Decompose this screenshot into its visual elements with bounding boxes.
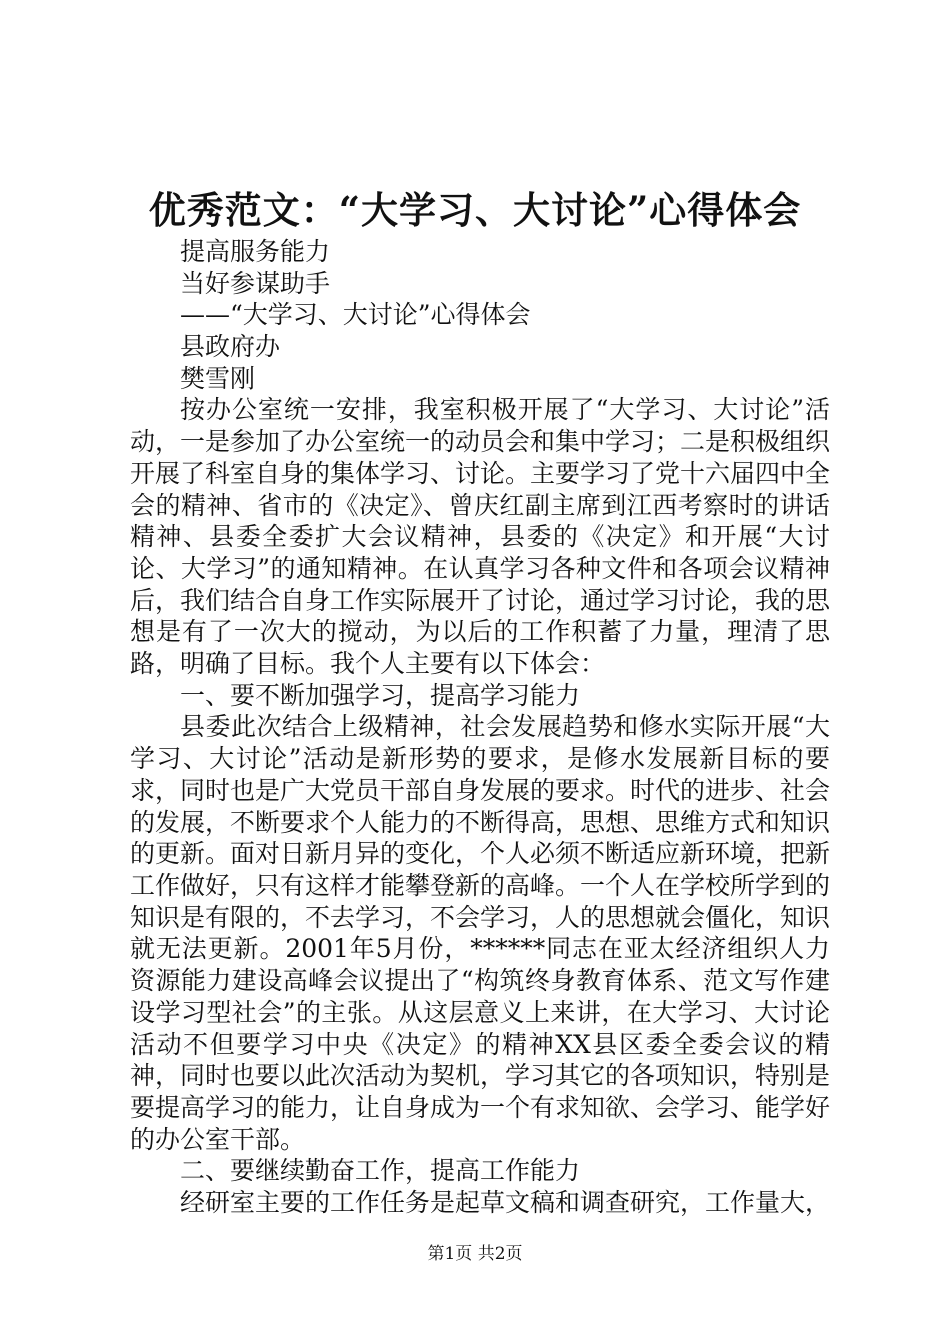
paragraph-text: 按办公室统一安排，我室积极开展了“大学习、大讨论”活动，一是参加了办公室统一的动员会和集中学习；二是积极组织开展了科室自身的集体学习、讨论。主要学习了党十六届四中全会的精神、省市的《决定》、曾庆红副主席到江西考察时的讲话精神、县委全委扩大会议精神，县委的《决定》和开展“大讨论、大学习”的通知精神。在认真学习各种文件和各项会议精神后，我们结合自身工作实际展开了讨论，通过学习讨论，我的思想是有了一次大的搅动，为以后的工作积蓄了力量，理清了思路，明确了目标。我个人主要有以下体会： [130,395,831,679]
section-heading-2 [130,1155,830,1187]
subtitle-line-3: ——“大学习、大讨论”心得体会 [180,300,531,330]
body-paragraph-intro [130,394,830,679]
section-heading-1 [130,680,830,712]
document-title: 优秀范文：“大学习、大讨论”心得体会 [148,188,802,232]
body-paragraph-section-2 [130,1187,830,1219]
subtitle-line-2: 当好参谋助手 [180,268,331,298]
paragraph-text: 县委此次结合上级精神，社会发展趋势和修水实际开展“大学习、大讨论”活动是新形势的要求，是修水发展新目标的要求，同时也是广大党员干部自身发展的要求。时代的进步、社会的发展，不断要求个人能力的不断得高，思想、思维方式和知识的更新。面对日新月异的变化，个人必须不断适应新环境，把新工作做好，只有这样才能攀登新的高峰。一个人在学校所学到的知识是有限的，不去学习，不会学习，人的思想就会僵化，知识就无法更新。2001年5月份，******同志在亚太经济组织人力资源能力建设高峰会议提出了“构筑终身教育体系、范文写作建设学习型社会”的主张。从这层意义上来讲，在大学习、大讨论活动不但要学习中央《决定》的精神XX县区委全委会议的精神，同时也要以此次活动为契机，学习其它的各项知识，特别是要提高学习的能力，让自身成为一个有求知欲、会学习、能学好的办公室干部。 [130,712,831,1154]
subtitle-line-1: 提高服务能力 [180,237,331,266]
author-name: 樊雪刚 [180,363,256,393]
page-footer: 第1页 共2页 [427,1244,523,1264]
document-body [130,236,830,1219]
body-paragraph-section-1 [130,711,830,1155]
paragraph-text: 经研室主要的工作任务是起草文稿和调查研究，工作量大， [180,1188,831,1218]
heading-text: 二、要继续勤奋工作，提高工作能力 [180,1156,581,1186]
heading-text: 一、要不断加强学习，提高学习能力 [180,680,581,710]
author-department: 县政府办 [180,332,281,362]
